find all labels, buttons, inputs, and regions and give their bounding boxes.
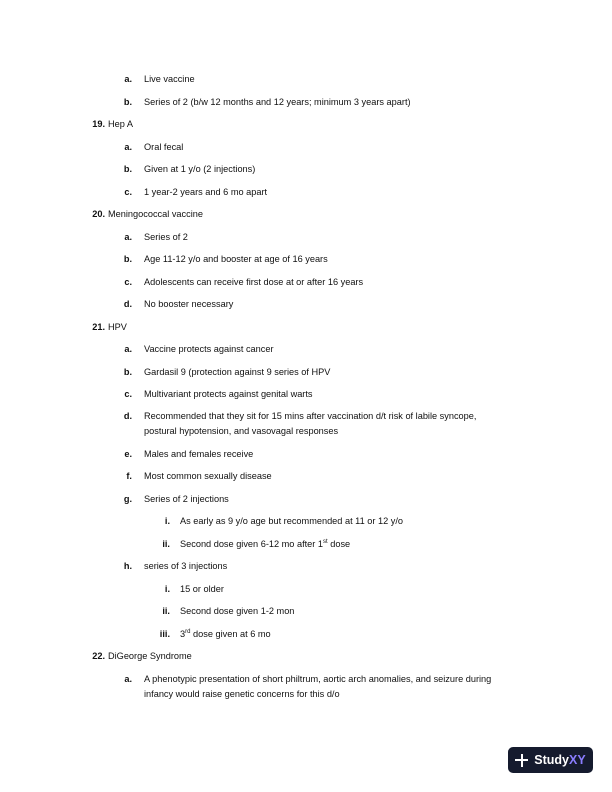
item-text: Vaccine protects against cancer [144,344,274,354]
item-text: Hep A [108,119,134,129]
item-text: Second dose given 6-12 mo after 1st dose [180,538,351,549]
item-text: Most common sexually disease [144,471,272,481]
item-label: d. [123,411,132,421]
item-text: As early as 9 y/o age but recommended at 11 or 12 y/o [180,516,404,526]
item-text: Meningococcal vaccine [108,209,203,219]
item-text: Live vaccine [144,74,195,84]
brand-name: StudyXY [534,753,586,767]
item-text: HPV [108,322,127,332]
item-text: Second dose given 1-2 mon [180,606,295,616]
item-label: a. [124,142,132,152]
item-label: a. [124,232,132,242]
item-text: Series of 2 injections [144,494,229,504]
item-label: c. [124,389,132,399]
item-text: Gardasil 9 (protection against 9 series of HPV [144,367,331,377]
item-text: Series of 2 (b/w 12 months and 12 years; minimum 3 years apart) [144,97,411,107]
item-text-continued: postural hypotension, and vasovagal responses [144,426,339,436]
plus-icon [515,754,528,767]
item-label: a. [124,74,132,84]
item-label: d. [123,299,132,309]
item-text: Given at 1 y/o (2 injections) [144,164,256,174]
item-text-continued: infancy would raise genetic concerns for this d/o [144,689,340,699]
item-label: g. [123,494,132,504]
item-label: c. [124,277,132,287]
item-label: ii. [162,539,170,549]
item-label: i. [164,516,170,526]
item-label: i. [164,584,170,594]
item-text: Age 11-12 y/o and booster at age of 16 years [144,254,328,264]
studyxy-badge[interactable] [508,747,593,773]
item-label: 22. [92,651,105,661]
item-label: b. [123,254,132,264]
item-label: 20. [92,209,105,219]
item-text: Recommended that they sit for 15 mins after vaccination d/t risk of labile syncope, [144,411,477,421]
item-label: 21. [92,322,105,332]
item-text: 3rd dose given at 6 mo [180,628,271,639]
item-text: No booster necessary [144,299,234,309]
item-label: iii. [159,629,170,639]
item-label: b. [123,164,132,174]
item-text: Males and females receive [144,449,254,459]
item-text: 1 year-2 years and 6 mo apart [144,187,268,197]
item-label: c. [124,187,132,197]
item-text: Adolescents can receive first dose at or after 16 years [144,277,364,287]
item-text: series of 3 injections [144,561,228,571]
item-label: 19. [92,119,105,129]
item-label: b. [123,367,132,377]
item-text: Oral fecal [144,142,184,152]
item-text: 15 or older [180,584,224,594]
item-label: e. [124,449,132,459]
item-text: DiGeorge Syndrome [108,651,192,661]
item-text: Series of 2 [144,232,188,242]
item-label: b. [123,97,132,107]
item-label: a. [124,344,132,354]
item-label: f. [126,471,132,481]
item-text: Multivariant protects against genital warts [144,389,313,399]
item-label: a. [124,674,132,684]
item-label: ii. [162,606,170,616]
item-text: A phenotypic presentation of short philtrum, aortic arch anomalies, and seizure during [144,674,492,684]
item-label: h. [123,561,132,571]
